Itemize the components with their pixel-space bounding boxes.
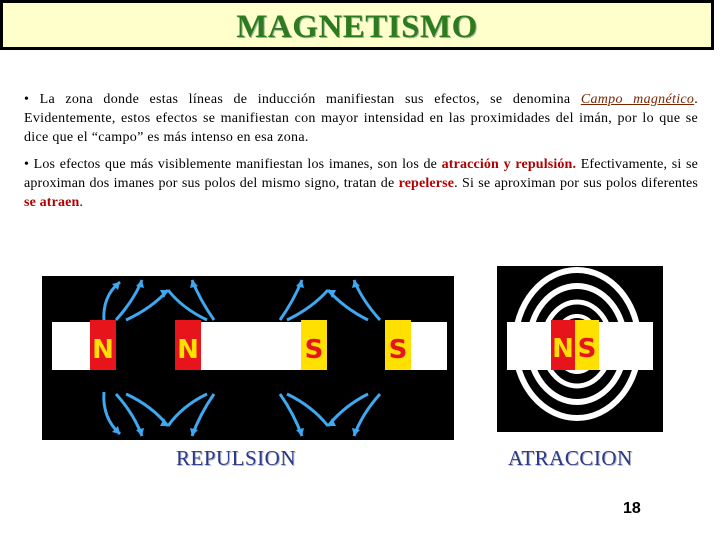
- pole-label-s: S: [388, 335, 408, 365]
- term-atraccion-repulsion: atracción y repulsión.: [441, 157, 577, 172]
- pole-label-n: N: [92, 335, 114, 365]
- paragraph-campo-magnetico: [24, 90, 698, 147]
- page-number: 18: [623, 500, 641, 517]
- field-line: [287, 394, 328, 426]
- field-line: [126, 290, 168, 320]
- paragraph-text: . Evidentemente, estos efectos se manifiestan con mayor intensidad en las proximidades del imán, por lo que se dice que el “campo” es más intenso en esa zona.: [24, 92, 699, 145]
- caption-repulsion: REPULSION: [176, 446, 297, 470]
- paragraph-text: • La zona donde estas líneas de inducción manifiestan sus efectos, se denomina: [24, 92, 581, 107]
- paragraph-atraccion-repulsion: [24, 155, 698, 212]
- title-banner: [0, 0, 714, 50]
- magnet-body: [411, 322, 447, 370]
- attraction-diagram: [497, 266, 663, 432]
- paragraph-text: . Si se aproximan por sus polos diferentes: [454, 176, 698, 191]
- paragraph-text: Efectivamente, si se aproximan dos imanes por sus polos del mismo signo, tratan de: [24, 157, 698, 191]
- page-title: MAGNETISMO: [236, 9, 478, 45]
- pole-label-n: N: [177, 335, 199, 365]
- field-line: [168, 290, 207, 320]
- magnet-body: [201, 322, 301, 370]
- magnet-body: [52, 322, 90, 370]
- term-campo-magnetico: Campo magnético: [580, 92, 695, 107]
- pole-label-n: N: [552, 334, 574, 364]
- pole-label-s: S: [577, 334, 597, 364]
- term-se-atraen: se atraen: [24, 195, 80, 210]
- attraction-svg: [497, 266, 663, 432]
- caption-attraction: ATRACCION: [508, 446, 633, 470]
- repulsion-diagram: [42, 276, 454, 440]
- term-repelerse: repelerse: [398, 176, 455, 191]
- paragraph-text: .: [79, 195, 84, 210]
- paragraph-text: • Los efectos que más visiblemente manifiestan los imanes, son los de: [24, 157, 442, 172]
- magnet-body: [599, 322, 653, 370]
- field-line: [287, 290, 328, 320]
- repulsion-svg: [42, 276, 454, 440]
- field-line: [126, 394, 168, 426]
- field-line: [168, 394, 207, 426]
- magnet-body: [507, 322, 551, 370]
- pole-label-s: S: [304, 335, 324, 365]
